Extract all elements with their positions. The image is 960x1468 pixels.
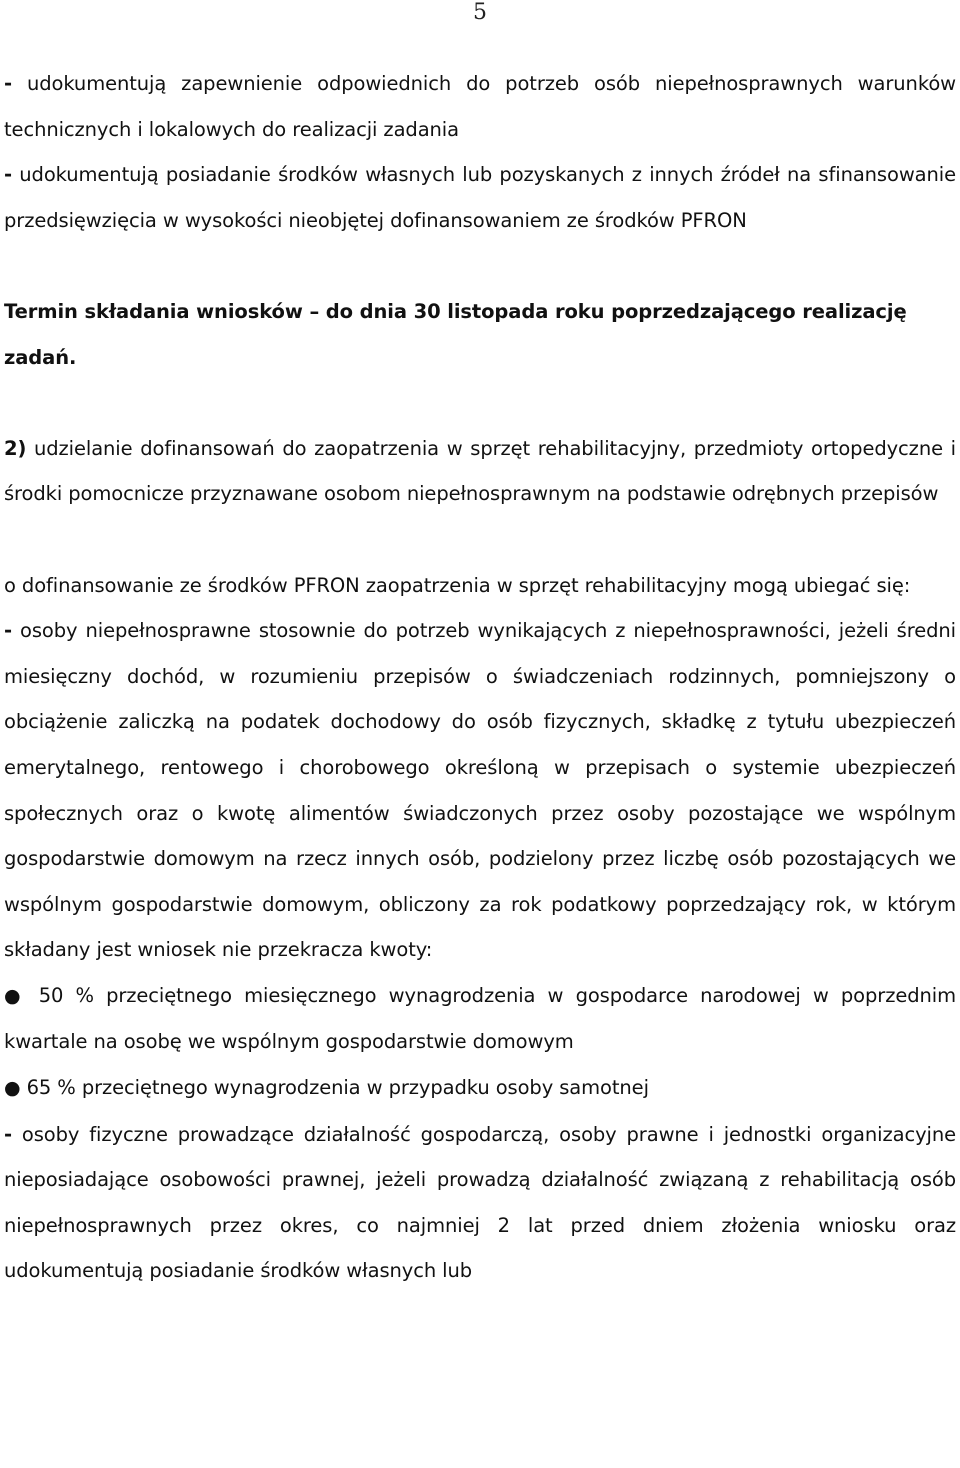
dash-marker: - <box>4 619 12 643</box>
document-body <box>4 61 956 1294</box>
requirement-text: udokumentują zapewnienie odpowiednich do potrzeb osób niepełnosprawnych warunków technicznych i lokalowych do realizacji zadania <box>4 72 956 141</box>
bullet-icon: ● <box>4 984 27 1007</box>
bullet-text: 65 % przeciętnego wynagrodzenia w przypadku osoby samotnej <box>20 1076 649 1100</box>
page-number: 5 <box>473 0 487 25</box>
section-2-heading <box>4 426 956 517</box>
eligibility-item-organizations <box>4 1112 956 1294</box>
bullet-item-65 <box>4 1065 956 1112</box>
deadline-notice: Termin składania wniosków – do dnia 30 listopada roku poprzedzającego realizację zadań. <box>4 299 907 369</box>
bullet-text: 50 % przeciętnego miesięcznego wynagrodzenia w gospodarce narodowej w poprzednim kwartale na osobę we wspólnym gospodarstwie domowym <box>4 983 956 1054</box>
eligibility-intro: o dofinansowanie ze środków PFRON zaopatrzenia w sprzęt rehabilitacyjny mogą ubiegać się: <box>4 573 911 597</box>
dash-marker: - <box>4 1122 12 1146</box>
eligibility-text: osoby fizyczne prowadzące działalność gospodarczą, osoby prawne i jednostki organizacyjne nieposiadające osobowości prawnej, jeżeli prowadzą działalność związaną z rehabilitacją osób niepełnosprawnych przez okres, co najmniej 2 lat przed dniem złożenia wniosku oraz udokumentują posiadanie środków własnych lub <box>4 1122 956 1283</box>
requirement-item-funds <box>4 152 956 243</box>
bullet-icon: ● <box>4 1077 21 1100</box>
section-number: 2) <box>4 436 27 460</box>
dash-marker: - <box>4 72 12 95</box>
requirement-text: udokumentują posiadanie środków własnych lub pozyskanych z innych źródeł na sfinansowanie przedsięwzięcia w wysokości nieobjętej dofinansowaniem ze środków PFRON <box>4 163 956 232</box>
eligibility-item-persons <box>4 608 956 973</box>
section-text: udzielanie dofinansowań do zaopatrzenia w sprzęt rehabilitacyjny, przedmioty ortopedyczne i środki pomocnicze przyznawane osobom niepełnosprawnym na podstawie odrębnych przepisów <box>4 436 956 506</box>
dash-marker: - <box>4 163 12 187</box>
requirement-item-conditions <box>4 61 956 152</box>
bullet-item-50 <box>4 973 956 1065</box>
eligibility-text: osoby niepełnosprawne stosownie do potrzeb wynikających z niepełnosprawności, jeżeli średni miesięczny dochód, w rozumieniu przepisów o świadczeniach rodzinnych, pomniejszony o obciążenie zaliczką na podatek dochodowy do osób fizycznych, składkę z tytułu ubezpieczeń emerytalnego, rentowego i chorobowego określoną w przepisach o systemie ubezpieczeń społecznych oraz o kwotę alimentów świadczonych przez osoby pozostające we wspólnym gospodarstwie domowym na rzecz innych osób, podzielony przez liczbę osób pozostających we wspólnym gospodarstwie domowym, obliczony za rok podatkowy poprzedzający rok, w którym składany jest wniosek nie przekracza kwoty: <box>4 619 956 962</box>
